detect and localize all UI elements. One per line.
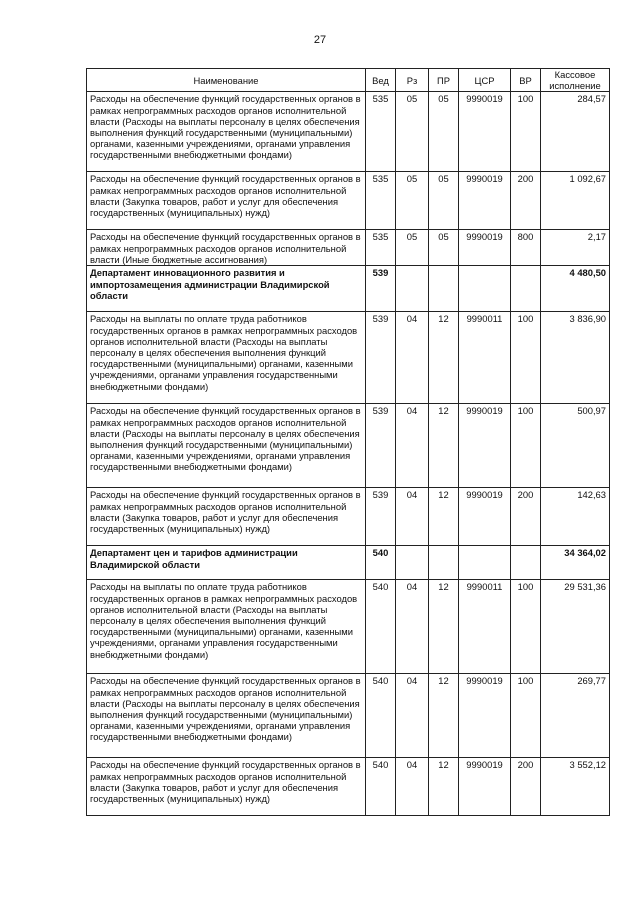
row-vr: 100: [511, 312, 541, 404]
row-ved: 540: [366, 674, 396, 758]
row-csr: 9990019: [459, 758, 511, 816]
row-ved: 540: [366, 580, 396, 674]
row-pr: 12: [429, 580, 459, 674]
row-csr: 9990019: [459, 172, 511, 230]
row-name: Расходы на обеспечение функций государственных органов в рамках непрограммных расходов органов исполнительной власти (Закупка товаров, работ и услуг для обеспечения государственных (муниципальных) нужд): [87, 172, 366, 230]
budget-table: [86, 68, 610, 816]
table-row: [87, 580, 610, 674]
row-rz: 04: [396, 674, 429, 758]
row-csr: 9990019: [459, 230, 511, 266]
row-ved: 540: [366, 758, 396, 816]
row-pr: 12: [429, 488, 459, 546]
row-ved: 539: [366, 312, 396, 404]
row-name: Расходы на обеспечение функций государственных органов в рамках непрограммных расходов органов исполнительной власти (Расходы на выплаты персоналу в целях обеспечения выполнения функций государственными (муниципальными) органами, казенными учреждениями, органами управления государственными внебюджетными фондами): [87, 404, 366, 488]
row-pr: 12: [429, 674, 459, 758]
row-vr: 100: [511, 674, 541, 758]
row-csr: [459, 266, 511, 312]
header-rz: Рз: [396, 69, 429, 92]
row-cash: 3 552,12: [541, 758, 610, 816]
row-csr: 9990019: [459, 404, 511, 488]
row-ved: 540: [366, 546, 396, 580]
table-row: [87, 230, 610, 266]
row-vr: 200: [511, 172, 541, 230]
row-ved: 539: [366, 266, 396, 312]
row-pr: [429, 546, 459, 580]
row-rz: [396, 266, 429, 312]
row-rz: [396, 546, 429, 580]
row-rz: 04: [396, 758, 429, 816]
row-pr: 05: [429, 172, 459, 230]
row-name: Расходы на обеспечение функций государственных органов в рамках непрограммных расходов органов исполнительной власти (Закупка товаров, работ и услуг для обеспечения государственных (муниципальных) нужд): [87, 758, 366, 816]
header-ved: Вед: [366, 69, 396, 92]
row-cash: 500,97: [541, 404, 610, 488]
row-cash: 284,57: [541, 92, 610, 172]
row-name: Расходы на выплаты по оплате труда работников государственных органов в рамках непрограммных расходов органов исполнительной власти (Расходы на выплаты персоналу в целях обеспечения выполнения функций государственными (муниципальными) органами, казенными учреждениями, органами управления государственными внебюджетными фондами): [87, 312, 366, 404]
row-pr: [429, 266, 459, 312]
row-cash: 29 531,36: [541, 580, 610, 674]
row-vr: 100: [511, 404, 541, 488]
table-header-row: [87, 69, 610, 92]
row-rz: 04: [396, 312, 429, 404]
row-rz: 05: [396, 172, 429, 230]
row-vr: 100: [511, 580, 541, 674]
header-vr: ВР: [511, 69, 541, 92]
row-name: Расходы на выплаты по оплате труда работников государственных органов в рамках непрограммных расходов органов исполнительной власти (Расходы на выплаты персоналу в целях обеспечения выполнения функций государственными (муниципальными) органами, казенными учреждениями, органами управления государственными внебюджетными фондами): [87, 580, 366, 674]
row-cash: 3 836,90: [541, 312, 610, 404]
row-pr: 12: [429, 312, 459, 404]
row-vr: [511, 546, 541, 580]
row-ved: 535: [366, 92, 396, 172]
row-rz: 05: [396, 92, 429, 172]
row-csr: [459, 546, 511, 580]
department-name: Департамент цен и тарифов администрации Владимирской области: [87, 546, 366, 580]
table-row: [87, 758, 610, 816]
row-ved: 539: [366, 404, 396, 488]
row-vr: [511, 266, 541, 312]
department-total: 4 480,50: [541, 266, 610, 312]
table-row: [87, 92, 610, 172]
row-csr: 9990019: [459, 674, 511, 758]
row-cash: 2,17: [541, 230, 610, 266]
row-name: Расходы на обеспечение функций государственных органов в рамках непрограммных расходов органов исполнительной власти (Закупка товаров, работ и услуг для обеспечения государственных (муниципальных) нужд): [87, 488, 366, 546]
table-row: [87, 674, 610, 758]
row-pr: 12: [429, 404, 459, 488]
department-name: Департамент инновационного развития и импортозамещения администрации Владимирской области: [87, 266, 366, 312]
row-ved: 535: [366, 230, 396, 266]
row-pr: 05: [429, 92, 459, 172]
table-row: [87, 404, 610, 488]
row-vr: 200: [511, 488, 541, 546]
row-cash: 1 092,67: [541, 172, 610, 230]
row-csr: 9990011: [459, 312, 511, 404]
row-vr: 800: [511, 230, 541, 266]
department-row: [87, 546, 610, 580]
row-cash: 269,77: [541, 674, 610, 758]
row-rz: 04: [396, 580, 429, 674]
header-name: Наименование: [87, 69, 366, 92]
row-vr: 100: [511, 92, 541, 172]
header-csr: ЦСР: [459, 69, 511, 92]
table-row: [87, 488, 610, 546]
row-name: Расходы на обеспечение функций государственных органов в рамках непрограммных расходов органов исполнительной власти (Расходы на выплаты персоналу в целях обеспечения выполнения функций государственными (муниципальными) органами, казенными учреждениями, органами управления государственными внебюджетными фондами): [87, 92, 366, 172]
table-row: [87, 172, 610, 230]
page-number: 27: [313, 34, 327, 46]
row-vr: 200: [511, 758, 541, 816]
department-total: 34 364,02: [541, 546, 610, 580]
row-name: Расходы на обеспечение функций государственных органов в рамках непрограммных расходов органов исполнительной власти (Иные бюджетные ассигнования): [87, 230, 366, 266]
row-pr: 12: [429, 758, 459, 816]
header-cash: Кассовое исполнение: [541, 69, 610, 92]
row-rz: 05: [396, 230, 429, 266]
row-csr: 9990019: [459, 488, 511, 546]
row-csr: 9990011: [459, 580, 511, 674]
row-rz: 04: [396, 404, 429, 488]
row-rz: 04: [396, 488, 429, 546]
table-row: [87, 312, 610, 404]
header-pr: ПР: [429, 69, 459, 92]
row-name: Расходы на обеспечение функций государственных органов в рамках непрограммных расходов органов исполнительной власти (Расходы на выплаты персоналу в целях обеспечения выполнения функций государственными (муниципальными) органами, казенными учреждениями, органами управления государственными внебюджетными фондами): [87, 674, 366, 758]
row-csr: 9990019: [459, 92, 511, 172]
row-ved: 539: [366, 488, 396, 546]
row-ved: 535: [366, 172, 396, 230]
department-row: [87, 266, 610, 312]
row-pr: 05: [429, 230, 459, 266]
row-cash: 142,63: [541, 488, 610, 546]
